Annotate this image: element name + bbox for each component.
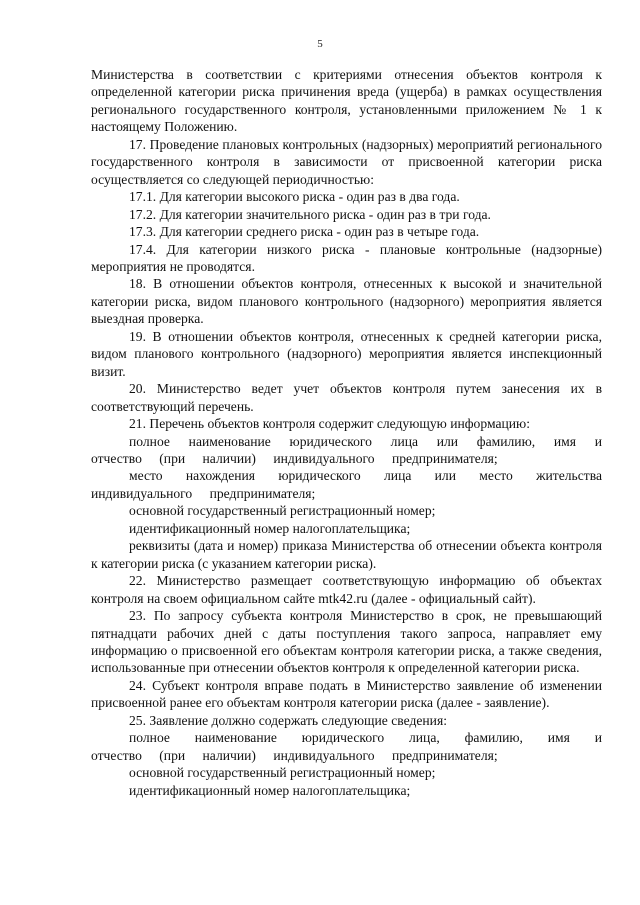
list-item-location: место нахождения юридического лица или место жительства индивидуального предпринимателя; (91, 468, 602, 501)
list-item-full-name-2: полное наименование юридического лица, фамилию, имя и отчество (при наличии) индивидуального предпринимателя; (91, 730, 602, 763)
page-number: 5 (317, 38, 323, 50)
list-item-full-name: полное наименование юридического лица или фамилию, имя и отчество (при наличии) индивидуального предпринимателя; (91, 433, 602, 466)
paragraph-17-4: 17.4. Для категории низкого риска - плановые контрольные (надзорные) мероприятия не проводятся. (91, 241, 602, 274)
list-item-inn-2: идентификационный номер налогоплательщика; (129, 782, 411, 798)
paragraph-23: 23. По запросу субъекта контроля Министерство в срок, не превышающий пятнадцати рабочих дней с даты поступления такого запроса, направляет ему информацию о присвоенной его объектам контроля категории риска, а также сведения, использованные при отнесении объектов контроля к определенной категории риска. (91, 608, 602, 676)
paragraph-21: 21. Перечень объектов контроля содержит следующую информацию: (129, 416, 530, 432)
paragraph-19: 19. В отношении объектов контроля, отнесенных к средней категории риска, видом планового контрольного (надзорного) мероприятия является инспекционный визит. (91, 328, 602, 379)
paragraph-17-1: 17.1. Для категории высокого риска - один раз в два года. (129, 189, 460, 205)
paragraph-20: 20. Министерство ведет учет объектов контроля путем занесения их в соответствующий перечень. (91, 381, 602, 414)
paragraph-17-3: 17.3. Для категории среднего риска - один раз в четыре года. (129, 224, 480, 240)
paragraph-continuation: Министерства в соответствии с критериями отнесения объектов контроля к определенной категории риска причинения вреда (ущерба) в рамках осуществления регионального государственного контроля, установленными приложением № 1 к настоящему Положению. (91, 67, 602, 135)
paragraph-18: 18. В отношении объектов контроля, отнесенных к высокой и значительной категории риска, видом планового контрольного (надзорного) мероприятия является выездная проверка. (91, 276, 602, 327)
list-item-order-details: реквизиты (дата и номер) приказа Министерства об отнесении объекта контроля к категории риска (с указанием категории риска). (91, 538, 602, 571)
paragraph-24: 24. Субъект контроля вправе подать в Министерство заявление об изменении присвоенной ранее его объектам контроля категории риска (далее - заявление). (91, 677, 602, 711)
list-item-inn: идентификационный номер налогоплательщика; (129, 520, 411, 536)
list-item-ogrn: основной государственный регистрационный номер; (129, 503, 436, 519)
list-item-ogrn-2: основной государственный регистрационный номер; (129, 765, 436, 781)
paragraph-17: 17. Проведение плановых контрольных (надзорных) мероприятий регионального государственного контроля в зависимости от присвоенной категории риска осуществляется со следующей периодичностью: (91, 136, 602, 187)
paragraph-17-2: 17.2. Для категории значительного риска - один раз в три года. (129, 206, 491, 222)
paragraph-25: 25. Заявление должно содержать следующие сведения: (129, 712, 447, 728)
document-body (91, 66, 602, 799)
paragraph-22: 22. Министерство размещает соответствующую информацию об объектах контроля на своем официальном сайте mtk42.ru (далее - официальный сайт). (91, 573, 602, 606)
